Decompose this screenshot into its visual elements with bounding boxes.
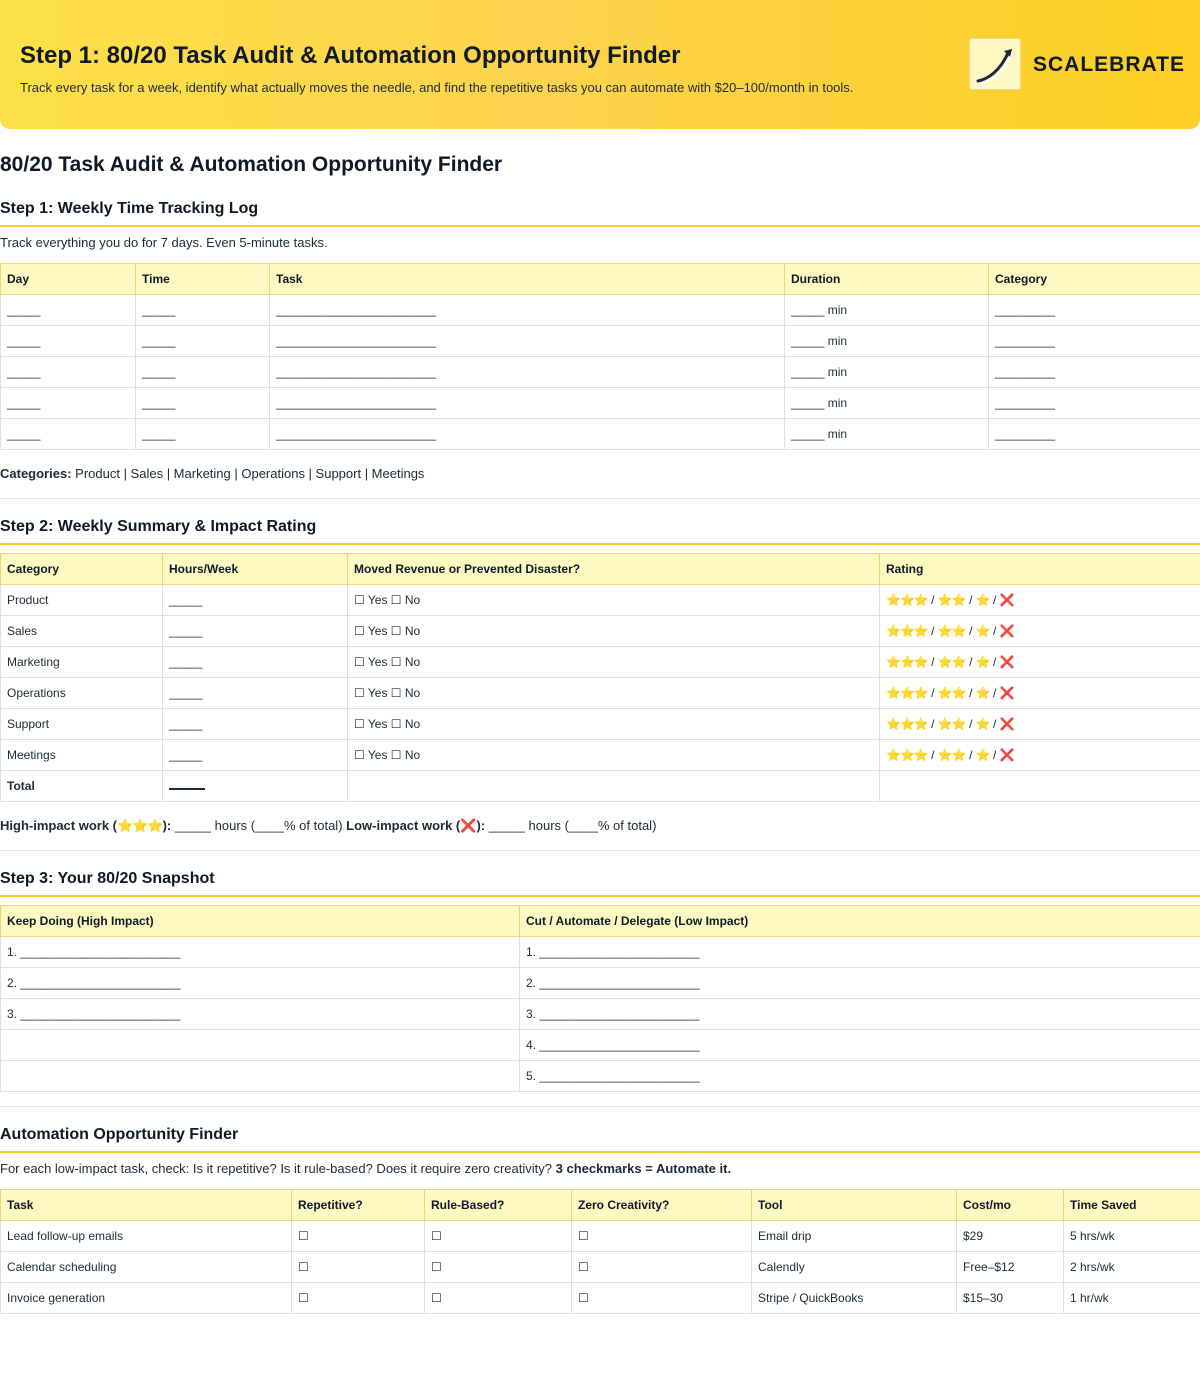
yes-no-checkboxes[interactable]: ☐ Yes ☐ No (348, 616, 880, 647)
table-row (1, 1283, 1200, 1314)
two-star-icon: ⭐⭐ (937, 624, 966, 638)
column-header: Hours/Week (163, 554, 348, 585)
cost-value: $15–30 (957, 1283, 1064, 1314)
rating-separator: / (989, 593, 1000, 607)
one-star-icon: ⭐ (975, 717, 990, 731)
task-blank[interactable]: ________________________ (270, 388, 785, 419)
cost-value: Free–$12 (957, 1252, 1064, 1283)
automation-table (0, 1189, 1200, 1314)
hours-blank[interactable]: _____ (163, 678, 348, 709)
low-impact-label: Low-impact work (❌): (346, 818, 486, 833)
rating-separator: / (927, 624, 938, 638)
time-blank[interactable]: _____ (136, 295, 270, 326)
divider (0, 850, 1200, 851)
task-name: Lead follow-up emails (1, 1221, 292, 1252)
yes-no-checkboxes[interactable]: ☐ Yes ☐ No (348, 678, 880, 709)
repetitive-checkbox[interactable]: ☐ (292, 1221, 425, 1252)
x-mark-icon: ❌ (460, 818, 477, 833)
rating-separator: / (927, 717, 938, 731)
column-header: Time Saved (1064, 1190, 1200, 1221)
category-blank[interactable]: _________ (989, 357, 1200, 388)
high-impact-blank[interactable]: _____ hours (____% of total) (171, 818, 347, 833)
yes-no-checkboxes[interactable]: ☐ Yes ☐ No (348, 647, 880, 678)
rating-separator: / (965, 748, 976, 762)
two-star-icon: ⭐⭐ (937, 717, 966, 731)
hours-blank[interactable]: _____ (163, 709, 348, 740)
category-label: Meetings (1, 740, 163, 771)
rule-based-checkbox[interactable]: ☐ (425, 1283, 572, 1314)
column-header: Duration (785, 264, 989, 295)
rule-based-checkbox[interactable]: ☐ (425, 1252, 572, 1283)
section-rule (0, 895, 1200, 897)
category-label: Support (1, 709, 163, 740)
column-header: Day (1, 264, 136, 295)
table-row (1, 326, 1200, 357)
table-row (1, 357, 1200, 388)
cut-automate-item[interactable]: 4. ________________________ (520, 1030, 1200, 1061)
step2-heading: Step 2: Weekly Summary & Impact Rating (0, 518, 317, 535)
empty-cell (348, 771, 880, 802)
task-name: Invoice generation (1, 1283, 292, 1314)
three-star-icon: ⭐⭐⭐ (886, 593, 928, 607)
three-star-icon: ⭐⭐⭐ (886, 686, 928, 700)
two-star-icon: ⭐⭐ (937, 686, 966, 700)
rating-separator: / (989, 624, 1000, 638)
table-header-row (1, 554, 1200, 585)
table-row (1, 585, 1200, 616)
brand-name: SCALEBRATE (1033, 53, 1185, 76)
repetitive-checkbox[interactable]: ☐ (292, 1283, 425, 1314)
section-rule (0, 225, 1200, 227)
categories-line (0, 466, 424, 481)
automation-intro: For each low-impact task, check: Is it repetitive? Is it rule-based? Does it require zero creativity? 3 checkmarks = Automate it. (0, 1161, 732, 1176)
automation-heading: Automation Opportunity Finder (0, 1126, 239, 1143)
time-log-table (0, 263, 1200, 450)
hours-blank[interactable]: _____ (163, 647, 348, 678)
day-blank[interactable]: _____ (1, 357, 136, 388)
column-header: Task (1, 1190, 292, 1221)
cut-automate-item[interactable]: 1. ________________________ (520, 937, 1200, 968)
impact-summary-table (0, 553, 1200, 802)
column-header: Task (270, 264, 785, 295)
category-blank[interactable]: _________ (989, 326, 1200, 357)
time-blank[interactable]: _____ (136, 419, 270, 450)
rating-options[interactable] (880, 585, 1200, 616)
cut-automate-item[interactable]: 3. ________________________ (520, 999, 1200, 1030)
snapshot-table (0, 905, 1200, 1092)
three-star-icon: ⭐⭐⭐ (886, 717, 928, 731)
high-impact-label: High-impact work (⭐⭐⭐): (0, 818, 172, 833)
one-star-icon: ⭐ (975, 686, 990, 700)
banner-subtitle: Track every task for a week, identify what actually moves the needle, and find the repetitive tasks you can automate with $20–100/month in tools. (20, 80, 854, 95)
divider (0, 1106, 1200, 1107)
time-blank[interactable]: _____ (136, 388, 270, 419)
keep-doing-item (1, 1061, 520, 1092)
table-row (1, 388, 1200, 419)
yes-no-checkboxes[interactable]: ☐ Yes ☐ No (348, 585, 880, 616)
keep-doing-item[interactable]: 2. ________________________ (1, 968, 520, 999)
table-header-row (1, 1190, 1200, 1221)
cut-automate-item[interactable]: 5. ________________________ (520, 1061, 1200, 1092)
column-header: Rating (880, 554, 1200, 585)
task-blank[interactable]: ________________________ (270, 326, 785, 357)
column-header: Tool (752, 1190, 957, 1221)
cut-automate-item[interactable]: 2. ________________________ (520, 968, 1200, 999)
rating-separator: / (965, 686, 976, 700)
category-label: Operations (1, 678, 163, 709)
cost-value: $29 (957, 1221, 1064, 1252)
rocket-swoosh-icon (969, 38, 1021, 90)
zero-creativity-checkbox[interactable]: ☐ (572, 1252, 752, 1283)
hours-blank[interactable]: _____ (163, 740, 348, 771)
rating-options[interactable] (880, 678, 1200, 709)
one-star-icon: ⭐ (975, 748, 990, 762)
time-blank[interactable]: _____ (136, 357, 270, 388)
hours-blank[interactable]: _____ (163, 616, 348, 647)
time-blank[interactable]: _____ (136, 326, 270, 357)
x-mark-icon: ❌ (999, 686, 1015, 700)
table-row (1, 1252, 1200, 1283)
time-saved-value: 1 hr/wk (1064, 1283, 1200, 1314)
task-blank[interactable]: ________________________ (270, 419, 785, 450)
three-star-icon: ⭐⭐⭐ (117, 818, 163, 833)
yes-no-checkboxes[interactable]: ☐ Yes ☐ No (348, 709, 880, 740)
column-header: Zero Creativity? (572, 1190, 752, 1221)
table-row (1, 295, 1200, 326)
rating-separator: / (927, 686, 938, 700)
categories-list: Product | Sales | Marketing | Operations | Support | Meetings (75, 466, 425, 481)
rating-options[interactable] (880, 616, 1200, 647)
rating-separator: / (989, 686, 1000, 700)
rating-separator: / (989, 748, 1000, 762)
rating-options[interactable] (880, 740, 1200, 771)
category-label: Product (1, 585, 163, 616)
header-banner (0, 0, 1200, 129)
task-blank[interactable]: ________________________ (270, 295, 785, 326)
rule-based-checkbox[interactable]: ☐ (425, 1221, 572, 1252)
one-star-icon: ⭐ (975, 655, 990, 669)
automation-rule: 3 checkmarks = Automate it. (555, 1161, 732, 1176)
category-blank[interactable]: _________ (989, 295, 1200, 326)
x-mark-icon: ❌ (999, 624, 1015, 638)
yes-no-checkboxes[interactable]: ☐ Yes ☐ No (348, 740, 880, 771)
document-title: 80/20 Task Audit & Automation Opportunity Finder (0, 153, 503, 176)
column-header: Rule-Based? (425, 1190, 572, 1221)
column-header: Repetitive? (292, 1190, 425, 1221)
task-name: Calendar scheduling (1, 1252, 292, 1283)
total-hours-cell[interactable] (163, 771, 348, 802)
table-row (1, 678, 1200, 709)
x-mark-icon: ❌ (999, 655, 1015, 669)
rating-options[interactable] (880, 709, 1200, 740)
zero-creativity-checkbox[interactable]: ☐ (572, 1221, 752, 1252)
day-blank[interactable]: _____ (1, 388, 136, 419)
two-star-icon: ⭐⭐ (937, 593, 966, 607)
step1-intro: Track everything you do for 7 days. Even 5-minute tasks. (0, 235, 328, 250)
section-rule (0, 543, 1200, 545)
total-row (1, 771, 1200, 802)
impact-summary-line (0, 818, 656, 834)
column-header: Cost/mo (957, 1190, 1064, 1221)
categories-label: Categories: (0, 466, 72, 481)
empty-cell (880, 771, 1200, 802)
rating-separator: / (989, 655, 1000, 669)
total-label: Total (1, 771, 163, 802)
three-star-icon: ⭐⭐⭐ (886, 748, 928, 762)
keep-doing-item[interactable]: 1. ________________________ (1, 937, 520, 968)
divider (0, 498, 1200, 499)
step1-heading: Step 1: Weekly Time Tracking Log (0, 200, 259, 217)
keep-doing-item (1, 1030, 520, 1061)
table-row (1, 937, 1200, 968)
table-row (1, 968, 1200, 999)
category-label: Sales (1, 616, 163, 647)
table-row (1, 999, 1200, 1030)
table-row (1, 709, 1200, 740)
rating-options[interactable] (880, 647, 1200, 678)
duration-blank[interactable]: _____ min (785, 357, 989, 388)
section-rule (0, 1151, 1200, 1153)
table-row (1, 419, 1200, 450)
column-header: Keep Doing (High Impact) (1, 906, 520, 937)
time-saved-value: 2 hrs/wk (1064, 1252, 1200, 1283)
category-blank[interactable]: _________ (989, 388, 1200, 419)
table-row (1, 1061, 1200, 1092)
rating-separator: / (965, 655, 976, 669)
tool-name: Stripe / QuickBooks (752, 1283, 957, 1314)
table-row (1, 1030, 1200, 1061)
rating-separator: / (965, 624, 976, 638)
column-header: Category (1, 554, 163, 585)
x-mark-icon: ❌ (999, 748, 1015, 762)
rating-separator: / (989, 717, 1000, 731)
low-impact-blank[interactable]: _____ hours (____% of total) (485, 818, 657, 833)
table-header-row (1, 906, 1200, 937)
table-header-row (1, 264, 1200, 295)
category-blank[interactable]: _________ (989, 419, 1200, 450)
rating-separator: / (927, 593, 938, 607)
one-star-icon: ⭐ (975, 593, 990, 607)
day-blank[interactable]: _____ (1, 419, 136, 450)
table-row (1, 616, 1200, 647)
duration-blank[interactable]: _____ min (785, 419, 989, 450)
column-header: Time (136, 264, 270, 295)
column-header: Moved Revenue or Prevented Disaster? (348, 554, 880, 585)
rating-separator: / (965, 593, 976, 607)
task-blank[interactable]: ________________________ (270, 357, 785, 388)
table-row (1, 647, 1200, 678)
x-mark-icon: ❌ (999, 717, 1015, 731)
total-hours-blank (169, 780, 205, 790)
tool-name: Email drip (752, 1221, 957, 1252)
keep-doing-item[interactable]: 3. ________________________ (1, 999, 520, 1030)
time-saved-value: 5 hrs/wk (1064, 1221, 1200, 1252)
two-star-icon: ⭐⭐ (937, 655, 966, 669)
table-row (1, 1221, 1200, 1252)
column-header: Cut / Automate / Delegate (Low Impact) (520, 906, 1200, 937)
one-star-icon: ⭐ (975, 624, 990, 638)
hours-blank[interactable]: _____ (163, 585, 348, 616)
step3-heading: Step 3: Your 80/20 Snapshot (0, 870, 215, 887)
column-header: Category (989, 264, 1200, 295)
duration-blank[interactable]: _____ min (785, 326, 989, 357)
day-blank[interactable]: _____ (1, 295, 136, 326)
category-label: Marketing (1, 647, 163, 678)
x-mark-icon: ❌ (999, 593, 1015, 607)
zero-creativity-checkbox[interactable]: ☐ (572, 1283, 752, 1314)
banner-title: Step 1: 80/20 Task Audit & Automation Opportunity Finder (20, 42, 681, 69)
duration-blank[interactable]: _____ min (785, 388, 989, 419)
rating-separator: / (965, 717, 976, 731)
day-blank[interactable]: _____ (1, 326, 136, 357)
duration-blank[interactable]: _____ min (785, 295, 989, 326)
three-star-icon: ⭐⭐⭐ (886, 655, 928, 669)
table-row (1, 740, 1200, 771)
rating-separator: / (927, 748, 938, 762)
three-star-icon: ⭐⭐⭐ (886, 624, 928, 638)
rating-separator: / (927, 655, 938, 669)
tool-name: Calendly (752, 1252, 957, 1283)
repetitive-checkbox[interactable]: ☐ (292, 1252, 425, 1283)
two-star-icon: ⭐⭐ (937, 748, 966, 762)
